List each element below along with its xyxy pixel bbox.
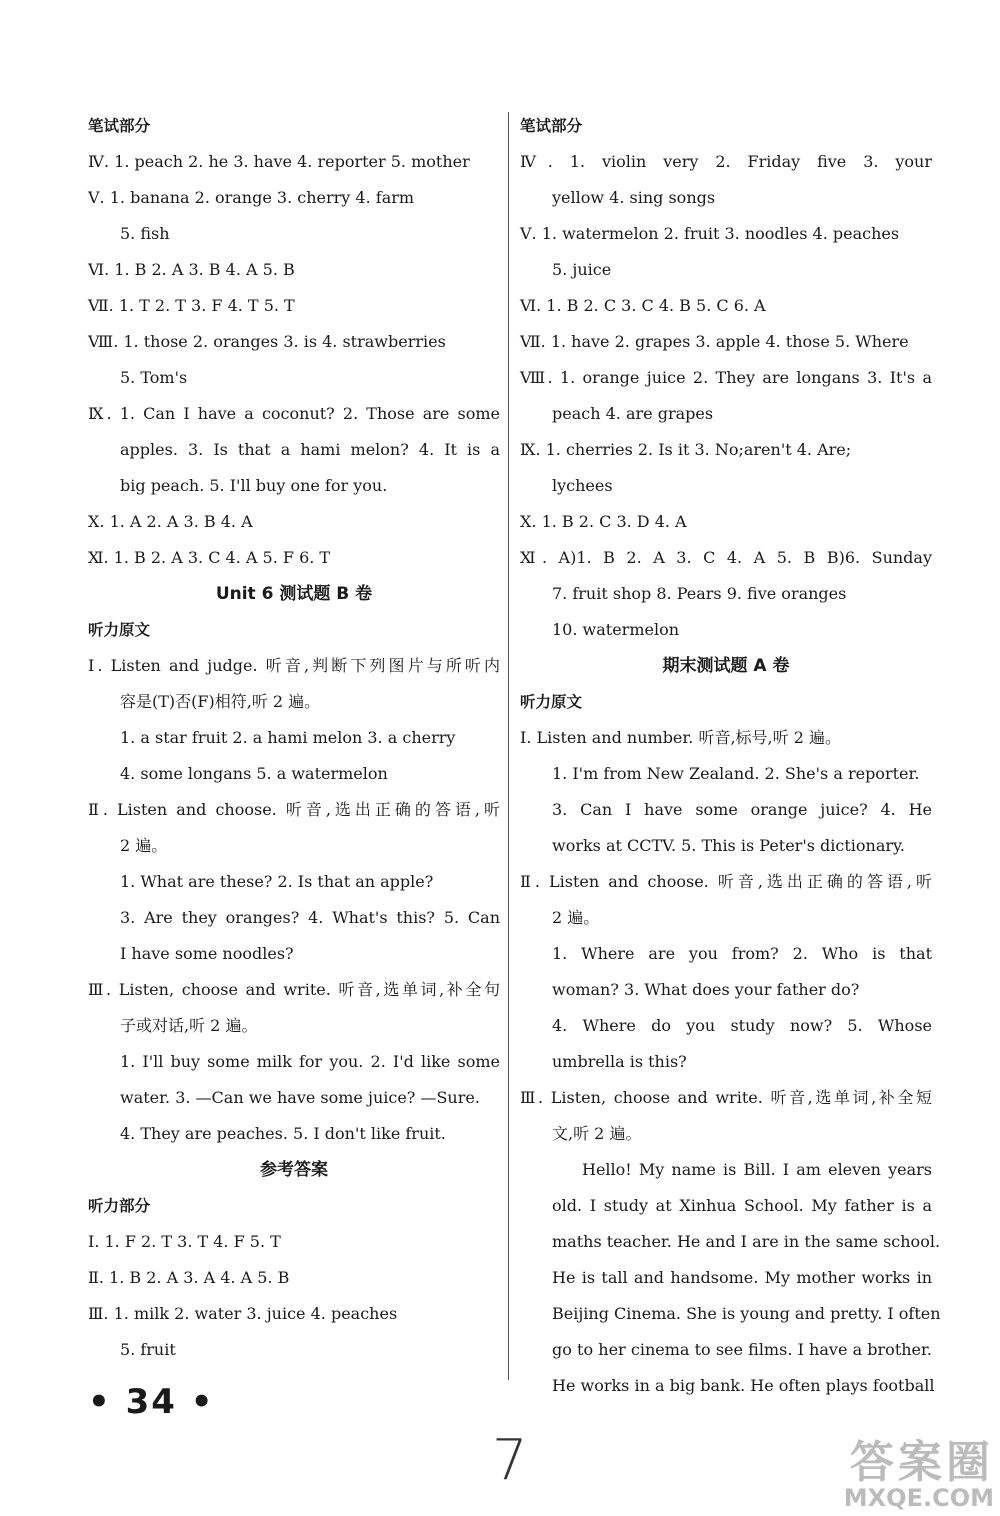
section-title: 参考答案 (260, 1160, 328, 1180)
text-line: Ⅲ. 1. milk 2. water 3. juice 4. peaches (88, 1304, 398, 1323)
text-line: 4. some longans 5. a watermelon (120, 764, 388, 783)
text-line: Ⅹ. 1. B 2. C 3. D 4. A (520, 512, 687, 531)
page-number: • 34 • (88, 1382, 215, 1422)
text-line: Ⅸ. 1. Can I have a coconut? 2. Those are some (88, 404, 500, 423)
text-line: 1. I'll buy some milk for you. 2. I'd like some (120, 1052, 500, 1071)
text-line: Ⅺ. A)1. B 2. A 3. C 4. A 5. B B)6. Sunday (520, 548, 932, 567)
text-line: I have some noodles? (120, 944, 294, 963)
text-line: yellow 4. sing songs (552, 188, 716, 207)
text-line: 4. They are peaches. 5. I don't like fruit. (120, 1124, 446, 1143)
text-line: 容是(T)否(F)相符,听 2 遍。 (120, 692, 321, 711)
text-line: 5. Tom's (120, 368, 188, 387)
text-line: 3. Are they oranges? 4. What's this? 5. Can (120, 908, 500, 927)
text-line: old. I study at Xinhua School. My father is a (552, 1196, 932, 1215)
text-line: Ⅱ. Listen and choose. 听音,选出正确的答语,听 (88, 800, 500, 819)
text-line: 2 遍。 (120, 836, 168, 855)
text-line: 4. Where do you study now? 5. Whose (552, 1016, 932, 1035)
text-line: 子或对话,听 2 遍。 (120, 1016, 258, 1035)
handwritten-mark: 7 (492, 1428, 528, 1493)
text-line: Ⅰ. Listen and judge. 听音,判断下列图片与所听内 (88, 656, 500, 675)
section-heading: 笔试部分 (520, 117, 583, 135)
text-line: 1. I'm from New Zealand. 2. She's a reporter. (552, 764, 920, 783)
text-line: Ⅷ. 1. those 2. oranges 3. is 4. strawberries (88, 332, 446, 351)
text-line: 文,听 2 遍。 (552, 1124, 642, 1143)
text-line: lychees (552, 476, 613, 495)
text-line: 10. watermelon (552, 620, 680, 639)
text-line: 1. Where are you from? 2. Who is that (552, 944, 932, 963)
text-line: Beijing Cinema. She is young and pretty. I often (552, 1304, 941, 1323)
section-heading: 听力原文 (520, 693, 583, 711)
text-line: 5. fish (120, 224, 170, 243)
text-line: Hello! My name is Bill. I am eleven years (582, 1160, 932, 1179)
text-line: apples. 3. Is that a hami melon? 4. It is a (120, 440, 500, 459)
text-line: 1. a star fruit 2. a hami melon 3. a cherry (120, 728, 456, 747)
text-line: 5. juice (552, 260, 612, 279)
watermark-en: MXQE.COM (843, 1484, 994, 1512)
section-heading: 笔试部分 (88, 117, 151, 135)
text-line: works at CCTV. 5. This is Peter's dictionary. (552, 836, 906, 855)
text-line: Ⅰ. 1. F 2. T 3. T 4. F 5. T (88, 1232, 281, 1251)
text-line: Ⅺ. 1. B 2. A 3. C 4. A 5. F 6. T (88, 548, 331, 567)
text-line: maths teacher. He and I are in the same school. (552, 1232, 941, 1251)
text-line: Ⅶ. 1. T 2. T 3. F 4. T 5. T (88, 296, 295, 315)
text-line: He is tall and handsome. My mother works in (552, 1268, 932, 1287)
text-line: big peach. 5. I'll buy one for you. (120, 476, 388, 495)
section-heading: 听力部分 (88, 1197, 151, 1215)
text-line: Ⅲ. Listen, choose and write. 听音,选单词,补全短 (520, 1088, 932, 1107)
watermark-logo (768, 1437, 994, 1512)
text-line: umbrella is this? (552, 1052, 687, 1071)
text-line: 2 遍。 (552, 908, 600, 927)
text-line: Ⅷ. 1. orange juice 2. They are longans 3. It's a (520, 368, 932, 387)
right-column (520, 108, 941, 1404)
column-divider (508, 112, 509, 1380)
text-line: Ⅵ. 1. B 2. A 3. B 4. A 5. B (88, 260, 295, 279)
text-line: 1. What are these? 2. Is that an apple? (120, 872, 434, 891)
text-line: 7. fruit shop 8. Pears 9. five oranges (552, 584, 847, 603)
text-line: peach 4. are grapes (552, 404, 714, 423)
text-line: water. 3. —Can we have some juice? —Sure. (120, 1088, 480, 1107)
text-line: Ⅲ. Listen, choose and write. 听音,选单词,补全句 (88, 980, 500, 999)
text-line: Ⅴ. 1. watermelon 2. fruit 3. noodles 4. peaches (520, 224, 900, 243)
text-line: He works in a big bank. He often plays football (552, 1376, 935, 1395)
text-line: Ⅱ. Listen and choose. 听音,选出正确的答语,听 (520, 872, 932, 891)
text-line: Ⅹ. 1. A 2. A 3. B 4. A (88, 512, 253, 531)
text-line: Ⅸ. 1. cherries 2. Is it 3. No;aren't 4. Are; (520, 440, 852, 459)
text-line: Ⅱ. 1. B 2. A 3. A 4. A 5. B (88, 1268, 290, 1287)
text-line: 3. Can I have some orange juice? 4. He (552, 800, 932, 819)
text-line: Ⅰ. Listen and number. 听音,标号,听 2 遍。 (520, 728, 841, 747)
text-line: Ⅵ. 1. B 2. C 3. C 4. B 5. C 6. A (520, 296, 766, 315)
text-line: Ⅳ. 1. peach 2. he 3. have 4. reporter 5. mother (88, 152, 470, 171)
section-heading: 听力原文 (88, 621, 151, 639)
left-column (88, 108, 500, 1368)
text-line: Ⅴ. 1. banana 2. orange 3. cherry 4. farm (88, 188, 415, 207)
text-line: Ⅳ. 1. violin very 2. Friday five 3. your (520, 152, 932, 171)
watermark-cn: 答案圈 (850, 1437, 994, 1488)
text-line: 5. fruit (120, 1340, 176, 1359)
text-line: woman? 3. What does your father do? (552, 980, 860, 999)
section-title: 期末测试题 A 卷 (662, 656, 790, 676)
section-title: Unit 6 测试题 B 卷 (215, 584, 373, 604)
text-line: Ⅶ. 1. have 2. grapes 3. apple 4. those 5. Where (520, 332, 909, 351)
text-line: go to her cinema to see films. I have a brother. (552, 1340, 932, 1359)
